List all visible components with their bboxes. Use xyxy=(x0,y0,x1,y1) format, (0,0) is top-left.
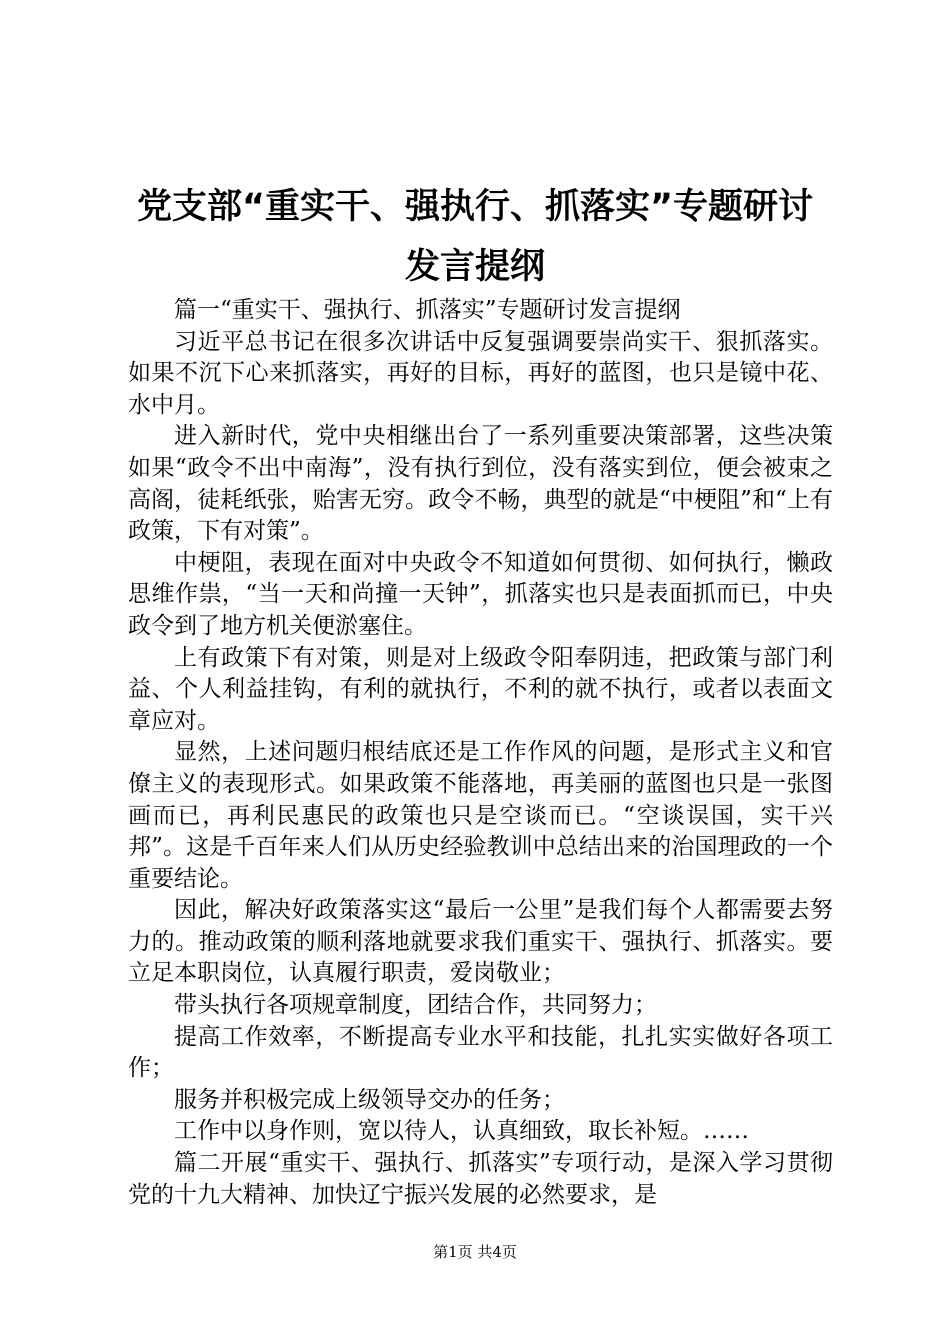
title-line-2: 发言提纲 xyxy=(404,247,545,287)
title-line-1: 党支部“重实干、强执行、抓落实”专题研讨 xyxy=(136,187,813,227)
document-body xyxy=(128,295,833,1211)
page-footer: 第1页 共4页 xyxy=(433,1243,517,1261)
paragraph: 显然，上述问题归根结底还是工作作风的问题，是形式主义和官僚主义的表现形式。如果政策不能落地，再美丽的蓝图也只是一张图画而已，再利民惠民的政策也只是空谈而已。“空谈误国，实干兴邦”。这是千百年来人们从历史经验教训中总结出来的治国理政的一个重要结论。 xyxy=(128,739,833,892)
paragraph: 带头执行各项规章制度，团结合作，共同努力； xyxy=(174,992,657,1019)
paragraph: 工作中以身作则，宽以待人，认真细致，取长补短。…… xyxy=(174,1118,749,1145)
paragraph: 习近平总书记在很多次讲话中反复强调要崇尚实干、狠抓落实。如果不沉下心来抓落实，再好的目标，再好的蓝图，也只是镜中花、水中月。 xyxy=(128,328,833,418)
document-title xyxy=(100,177,850,297)
paragraph: 因此，解决好政策落实这“最后一公里”是我们每个人都需要去努力的。推动政策的顺利落地就要求我们重实干、强执行、抓落实。要立足本职岗位，认真履行职责，爱岗敬业； xyxy=(128,897,833,987)
paragraph: 提高工作效率，不断提高专业水平和技能，扎扎实实做好各项工作； xyxy=(128,1023,833,1082)
paragraph: 篇一“重实干、强执行、抓落实”专题研讨发言提纲 xyxy=(174,297,681,323)
paragraph: 服务并积极完成上级领导交办的任务； xyxy=(174,1086,565,1113)
paragraph: 中梗阻，表现在面对中央政令不知道如何贯彻、如何执行，懒政思维作祟，“当一天和尚撞一天钟”，抓落实也只是表面抓而已，中央政令到了地方机关便淤塞住。 xyxy=(128,549,833,639)
paragraph: 上有政策下有对策，则是对上级政令阳奉阴违，把政策与部门利益、个人利益挂钩，有利的就执行，不利的就不执行，或者以表面文章应对。 xyxy=(128,644,833,734)
paragraph: 篇二开展“重实干、强执行、抓落实”专项行动，是深入学习贯彻党的十九大精神、加快辽宁振兴发展的必然要求，是 xyxy=(128,1150,833,1208)
paragraph: 进入新时代，党中央相继出台了一系列重要决策部署，这些决策如果“政令不出中南海”，没有执行到位，没有落实到位，便会被束之高阁，徒耗纸张，贻害无穷。政令不畅，典型的就是“中梗阻”和“上有政策，下有对策”。 xyxy=(128,423,833,545)
